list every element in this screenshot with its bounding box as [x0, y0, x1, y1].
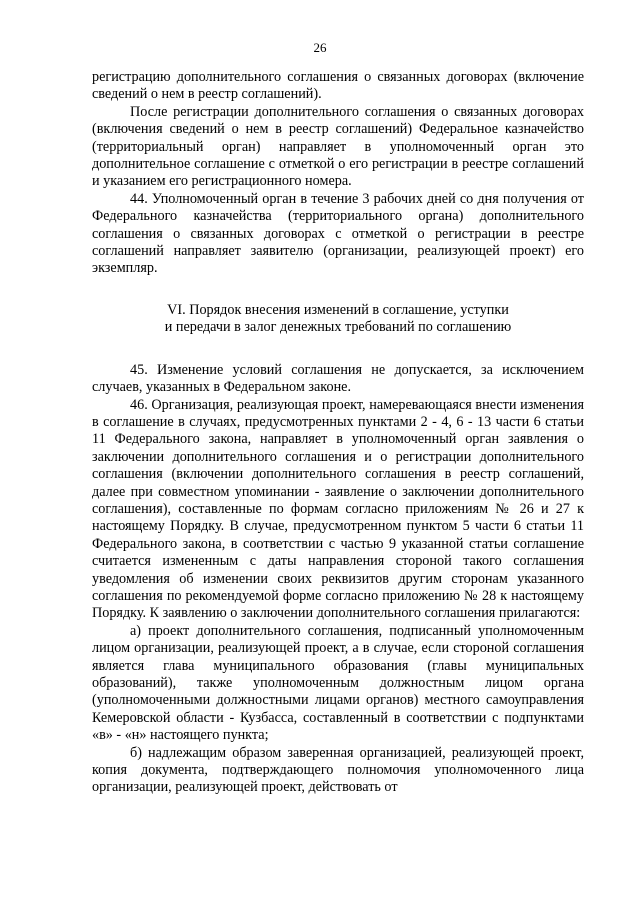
paragraph-46-a: а) проект дополнительного соглашения, подписанный уполномоченным лицом организации, реализующей проект, а в случае, если стороной соглашения является глава муниципального образования (главы муниципальных образований), также уполномоченным должностным лицом органа (уполномоченными должностными лицами органов) местного самоуправления Кемеровской области - Кузбасса, составленный в соответствии с подпунктами «в» - «н» настоящего пункта; — [92, 622, 584, 744]
paragraph-46-b: б) надлежащим образом заверенная организацией, реализующей проект, копия документа, подтверждающего полномочия уполномоченного лица организации, реализующей проект, действовать от — [92, 744, 584, 796]
section-heading-line-1: VI. Порядок внесения изменений в соглашение, уступки — [167, 301, 509, 318]
section-heading-line-2: и передачи в залог денежных требований по соглашению — [164, 319, 512, 336]
section-heading — [92, 302, 584, 337]
page-number: 26 — [313, 40, 327, 55]
document-body — [92, 69, 584, 797]
paragraph-46: 46. Организация, реализующая проект, намеревающаяся внести изменения в соглашение в случаях, предусмотренных пунктами 2 - 4, 6 - 13 части 6 статьи 11 Федерального закона, направляет в уполномоченный орган заявления о заключении дополнительного соглашения и о регистрации дополнительного соглашения (включении дополнительного соглашения в реестр соглашений, далее при совместном упоминании - заявление о заключении дополнительного соглашения), составленные по формам согласно приложениям № 26 и 27 к настоящему Порядку. В случае, предусмотренном пунктом 5 части 6 статьи 11 Федерального закона, в соответствии с частью 9 указанной статьи соглашение считается измененным с даты направления стороной такого соглашения уведомления об изменении своих реквизитов другим сторонам указанного соглашения по рекомендуемой форме согласно приложению № 28 к настоящему Порядку. К заявлению о заключении дополнительного соглашения прилагаются: — [92, 396, 584, 622]
paragraph-45: 45. Изменение условий соглашения не допускается, за исключением случаев, указанных в Федеральном законе. — [92, 361, 584, 396]
paragraph-44: 44. Уполномоченный орган в течение 3 рабочих дней со дня получения от Федерального казначейства (территориального органа) дополнительного соглашения о связанных договорах с отметкой о регистрации в реестре соглашений направляет заявителю (организации, реализующей проект) его экземпляр. — [92, 190, 584, 277]
paragraph-continuation: регистрацию дополнительного соглашения о связанных договорах (включение сведений о нем в реестр соглашений). — [92, 69, 584, 103]
paragraph-after-registration: После регистрации дополнительного соглашения о связанных договорах (включения сведений о нем в реестр соглашений) Федеральное казначейство (территориальный орган) направляет в уполномоченный орган это дополнительное соглашение с отметкой о его регистрации в реестре соглашений и указанием его регистрационного номера. — [92, 103, 584, 190]
